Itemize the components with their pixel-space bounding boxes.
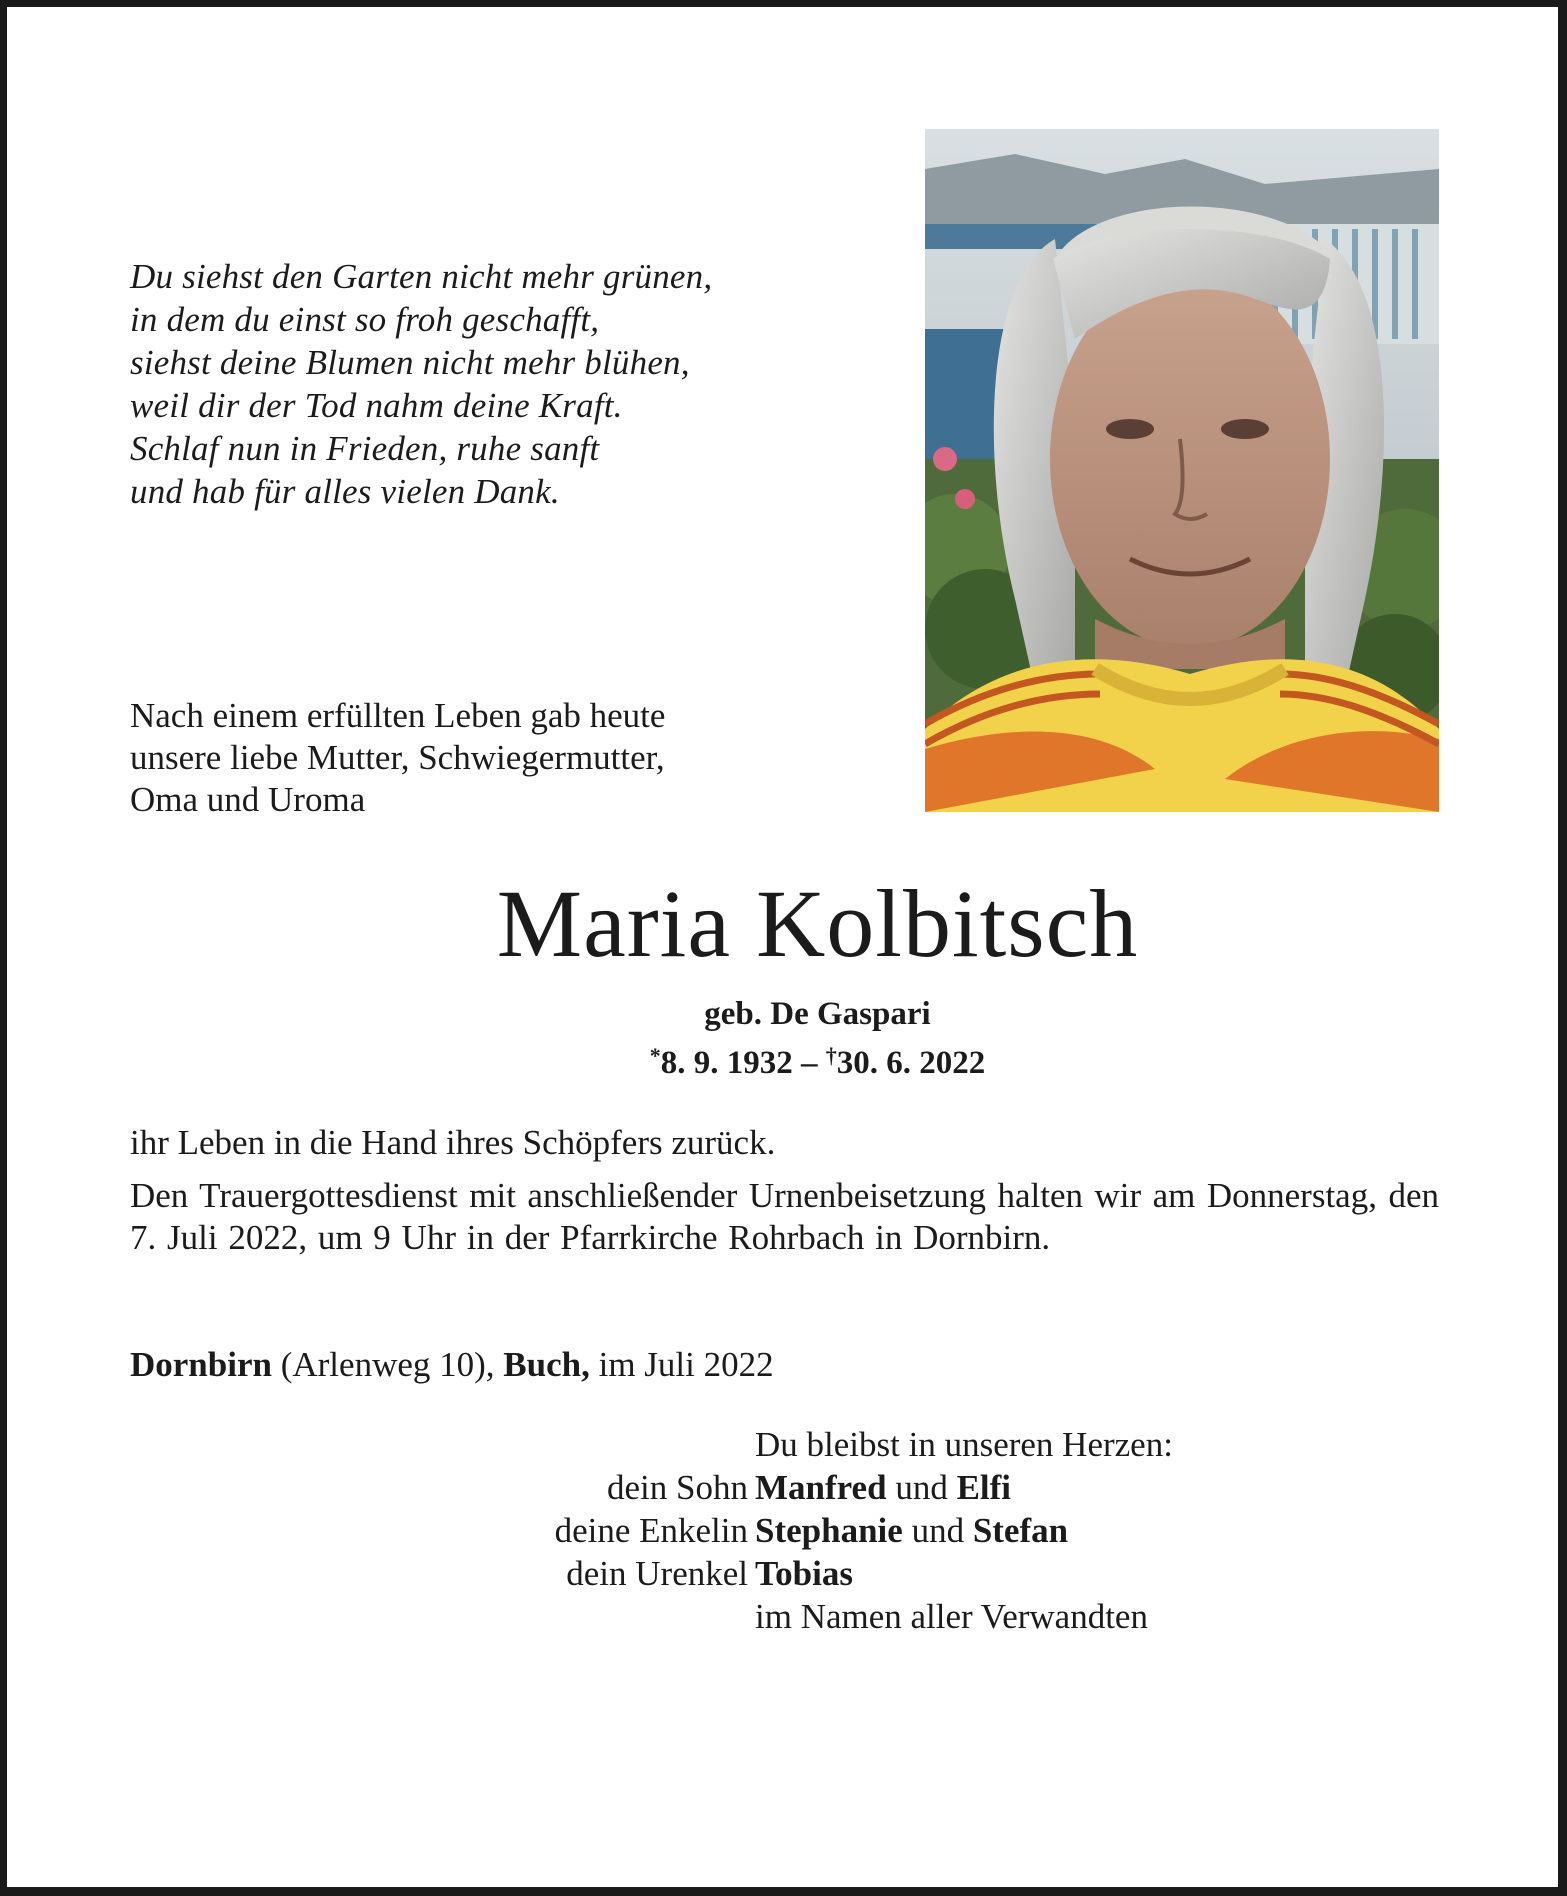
mourner-name: Elfi: [956, 1468, 1012, 1507]
birth-name: geb. De Gaspari: [704, 996, 931, 1032]
mourner-name: Tobias: [755, 1554, 853, 1593]
mourner-name: Stephanie: [755, 1511, 903, 1550]
service-announcement: Den Trauergottesdienst mit anschließender Urnenbeisetzung halten wir am Donnerstag, den 7. Juli 2022, um 9 Uhr in der Pfarrkirche Rohrbach in Dornbirn.: [130, 1176, 1439, 1257]
intro-line: unsere liebe Mutter, Schwiegermutter,: [130, 738, 665, 777]
return-text: ihr Leben in die Hand ihres Schöpfers zurück.: [130, 1123, 776, 1162]
life-dates: [7, 1035, 1558, 1084]
closing-line: im Namen aller Verwandten: [755, 1597, 1148, 1636]
birth-date: 8. 9. 1932: [660, 1045, 793, 1081]
relations-column: [555, 1466, 748, 1595]
mourner-row: [755, 1509, 1173, 1552]
intro-line: Oma und Uroma: [130, 780, 366, 819]
intro-text: [130, 695, 820, 821]
relation-label: deine Enkelin: [554, 1511, 748, 1550]
poem-line: Schlaf nun in Frieden, ruhe sanft: [130, 429, 600, 468]
signature-heading: Du bleibst in unseren Herzen:: [755, 1425, 1173, 1464]
obituary-card: [7, 7, 1558, 1887]
relation-label: dein Urenkel: [566, 1554, 748, 1593]
poem: [130, 255, 850, 513]
month-year: im Juli 2022: [589, 1345, 774, 1384]
mourners-column: [755, 1423, 1173, 1638]
poem-line: Du siehst den Garten nicht mehr grünen,: [130, 257, 713, 296]
poem-line: siehst deine Blumen nicht mehr blühen,: [130, 343, 690, 382]
portrait-photo: [925, 129, 1439, 812]
address: (Arlenweg 10),: [271, 1345, 504, 1384]
death-symbol: †: [825, 1043, 837, 1068]
mourner-name: Stefan: [972, 1511, 1069, 1550]
death-date: 30. 6. 2022: [836, 1045, 986, 1081]
poem-line: und hab für alles vielen Dank.: [130, 472, 560, 511]
and-word: und: [886, 1468, 957, 1507]
mourner-row: [755, 1466, 1173, 1509]
relation-label: dein Sohn: [607, 1468, 748, 1507]
birth-symbol: *: [649, 1043, 661, 1068]
and-word: und: [902, 1511, 973, 1550]
mourner-row: [755, 1552, 1173, 1595]
mourner-name: Manfred: [755, 1468, 887, 1507]
intro-line: Nach einem erfüllten Leben gab heute: [130, 696, 666, 735]
date-separator: –: [792, 1045, 826, 1081]
poem-line: in dem du einst so froh geschafft,: [130, 300, 600, 339]
city-dornbirn: Dornbirn: [130, 1345, 272, 1384]
poem-line: weil dir der Tod nahm deine Kraft.: [130, 386, 623, 425]
city-buch: Buch,: [503, 1345, 590, 1384]
place-and-date: [130, 1344, 1439, 1386]
deceased-name: Maria Kolbitsch: [496, 870, 1139, 977]
